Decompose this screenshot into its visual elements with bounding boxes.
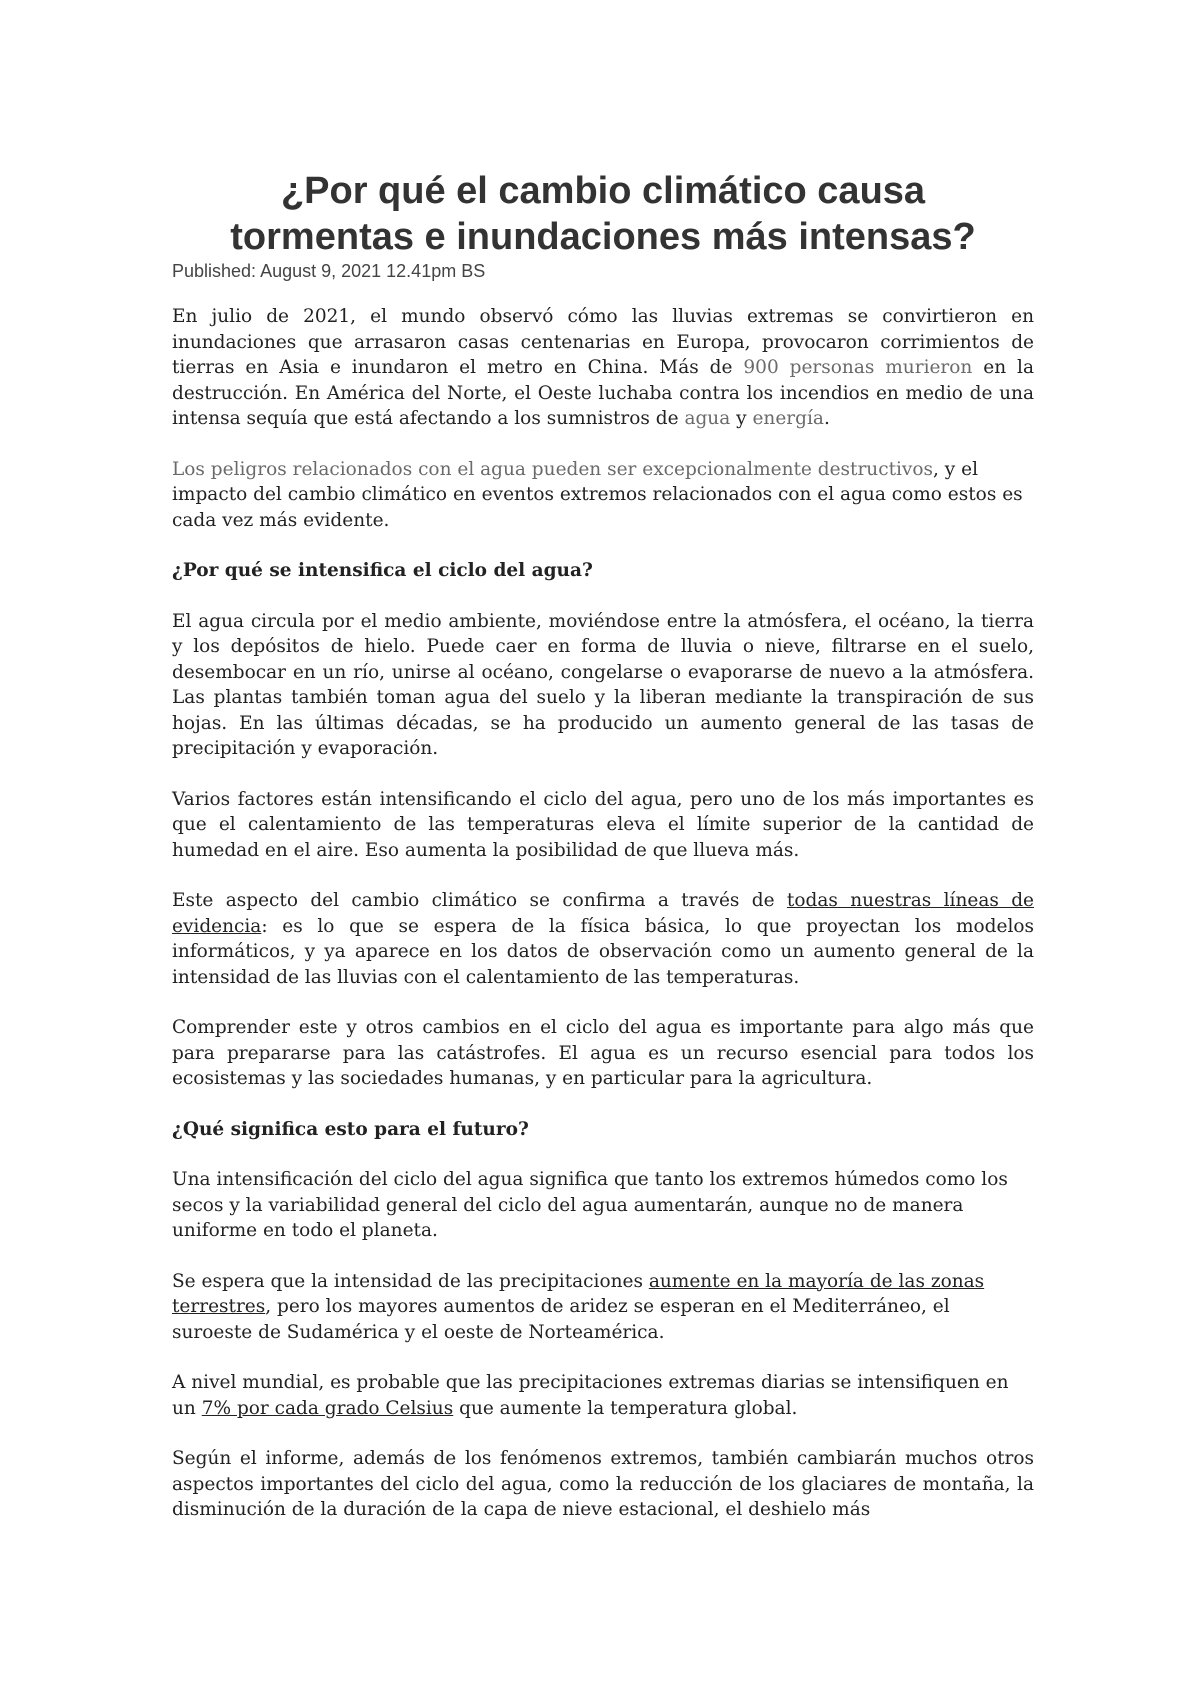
paragraph-text: : es lo que se espera de la física básica, lo que proyectan los modelos informáticos, y ya aparece en los datos de observación como un aumento general de la intensidad de las lluvias con el calentamiento de las temperaturas. [172,915,1034,988]
section-heading-water-cycle: ¿Por qué se intensifica el ciclo del agua? [172,560,593,581]
paragraph-text: en la destrucción. En América del Norte, el Oeste luchaba contra los incendios en medio de una intensa sequía que está afectando a los sumnistros de [172,357,1034,429]
paragraph-text: Se espera que la intensidad de las precipitaciones [172,1270,649,1292]
paragraph-understanding: Comprender este y otros cambios en el ciclo del agua es importante para algo más que para prepararse para las catástrofes. El agua es un recurso esencial para todos los ecosistemas y las sociedades humanas, y en particular para la agricultura. [172,1017,1034,1089]
paragraph-text: A nivel mundial, es probable que las precipitaciones extremas diarias se intensifiquen en un [172,1372,1009,1419]
paragraph-precipitation [172,1269,1034,1346]
paragraph-evidence [172,888,1034,990]
paragraph-text: En julio de 2021, el mundo observó cómo las lluvias extremas se convirtieron en inundaciones que arrasaron casas centenarias en Europa, provocaron corrimientos de tierras en Asia e inundaron el metro en China. Más de [172,306,1034,378]
paragraph-global-extremes [172,1370,1034,1421]
paragraph-report: Según el informe, además de los fenómenos extremos, también cambiarán muchos otros aspectos importantes del ciclo del agua, como la reducción de los glaciares de montaña, la disminución de la duración de la capa de nieve estacional, el deshielo más [172,1448,1034,1520]
link-lineas-de-evidencia[interactable]: todas nuestras líneas de evidencia [172,890,1034,937]
paragraph-text: que aumente la temperatura global. [453,1397,798,1419]
link-7-por-ciento[interactable]: 7% por cada grado Celsius [201,1397,454,1419]
link-agua[interactable]: agua [684,408,731,429]
paragraph-water-circulation: El agua circula por el medio ambiente, moviéndose entre la atmósfera, el océano, la tierra y los depósitos de hielo. Puede caer en forma de lluvia o nieve, filtrarse en el suelo, desembocar en un río, unirse al océano, congelarse o evaporarse de nuevo a la atmósfera. Las plantas también toman agua del suelo y la liberan mediante la transpiración de sus hojas. En las últimas décadas, se ha producido un aumento general de las tasas de precipitación y evaporación. [172,610,1034,759]
article-title-line-2: tormentas e inundaciones más intensas? [230,216,976,258]
paragraph-hazards [172,457,1034,534]
link-zonas-terrestres[interactable]: aumente en la mayoría de las zonas terrestres [172,1270,985,1317]
paragraph-text: Este aspecto del cambio climático se confirma a través de [172,890,787,911]
link-900-personas[interactable]: 900 personas murieron [743,357,973,378]
link-peligros[interactable]: Los peligros relacionados con el agua pueden ser excepcionalmente destructivos [172,458,934,480]
article-title-line-1: ¿Por qué el cambio climático causa [280,170,926,212]
paragraph-text: , y el impacto del cambio climático en eventos extremos relacionados con el agua como estos es cada vez más evidente. [172,458,1023,531]
link-energia[interactable]: energía [752,408,824,429]
paragraph-intro [172,304,1034,432]
paragraph-intensification: Una intensificación del ciclo del agua significa que tanto los extremos húmedos como los secos y la variabilidad general del ciclo del agua aumentarán, aunque no de manera uniforme en todo el planeta. [172,1169,1008,1241]
article-title [172,168,1034,260]
paragraph-text: , pero los mayores aumentos de aridez se esperan en el Mediterráneo, el suroeste de Sudamérica y el oeste de Norteamérica. [172,1296,950,1343]
paragraph-text: . [823,408,830,429]
article-page [172,168,1034,1548]
section-heading-future: ¿Qué significa esto para el futuro? [172,1118,529,1140]
published-date: Published: August 9, 2021 12.41pm BS [172,261,486,281]
paragraph-text: y [730,408,753,429]
paragraph-factors: Varios factores están intensificando el ciclo del agua, pero uno de los más importantes es que el calentamiento de las temperaturas eleva el límite superior de la cantidad de humedad en el aire. Eso aumenta la posibilidad de que llueva más. [172,788,1034,861]
